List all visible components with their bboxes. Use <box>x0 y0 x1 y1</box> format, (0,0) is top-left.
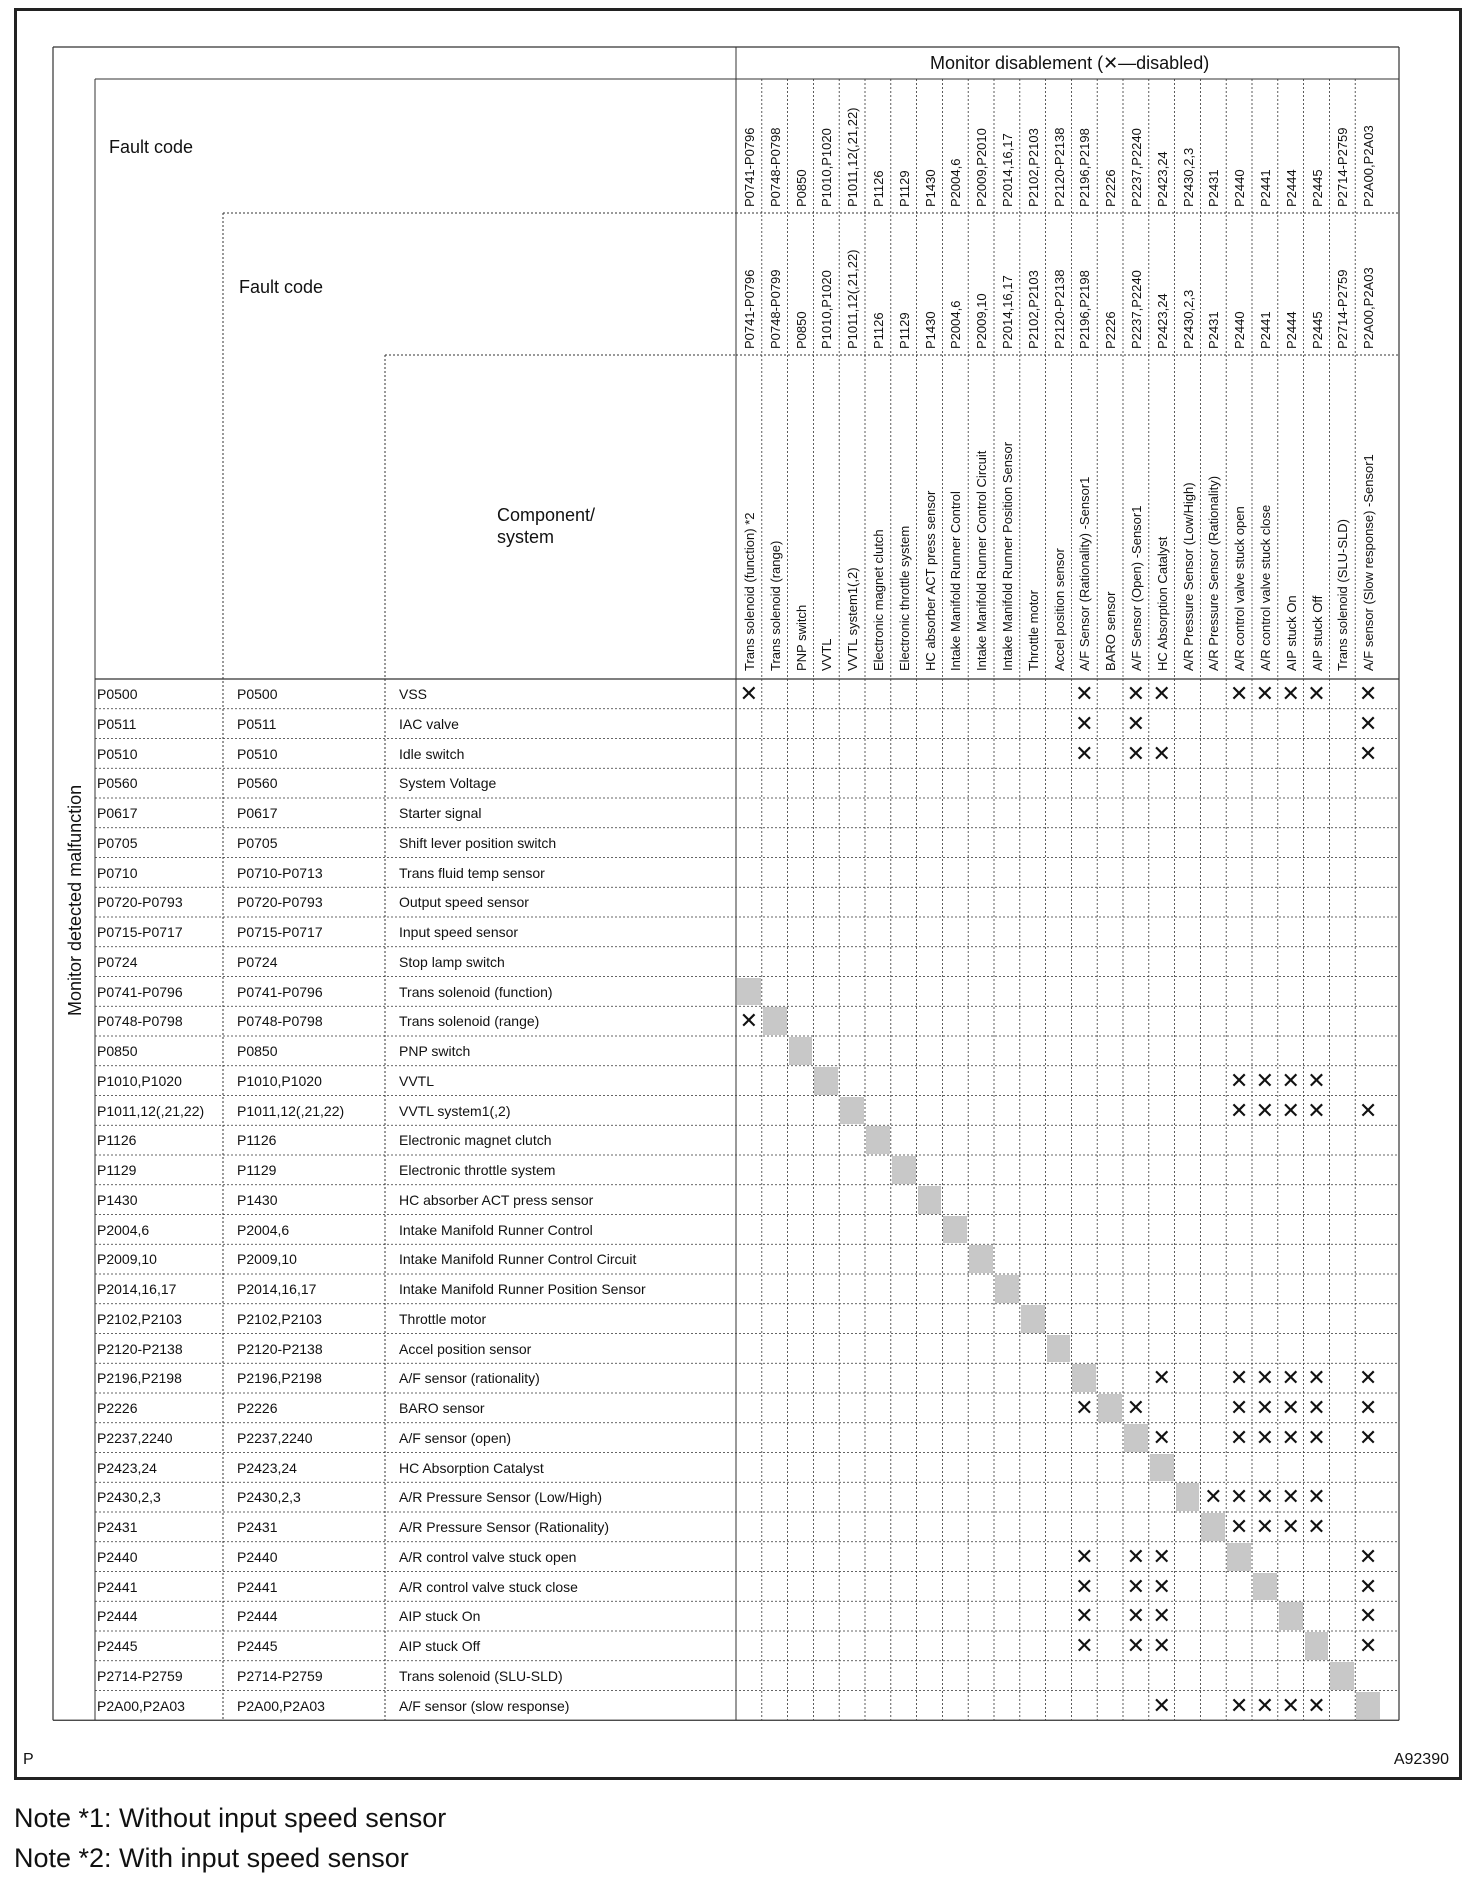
column-inner-code: P1126 <box>871 312 886 349</box>
disabled-mark: ✕ <box>1229 681 1249 706</box>
row-code: P1011,12(,21,22) <box>97 1102 205 1119</box>
disabled-mark: ✕ <box>1307 1424 1326 1450</box>
disabled-mark: ✕ <box>1255 1067 1275 1093</box>
row-fault-code: P2A00,P2A03 <box>237 1697 325 1714</box>
disabled-mark: ✕ <box>1152 681 1171 706</box>
column-inner-code: P2102,P2103 <box>1025 270 1041 349</box>
disabled-mark: ✕ <box>1358 1365 1378 1391</box>
row-component-name: AIP stuck Off <box>399 1638 481 1654</box>
disabled-mark: ✕ <box>1075 1395 1094 1420</box>
disabled-mark: ✕ <box>1358 1424 1378 1450</box>
disabled-mark: ✕ <box>1281 1365 1300 1391</box>
row-fault-code: P2431 <box>237 1519 278 1535</box>
column-component-name: Trans solenoid (function) *2 <box>742 512 757 671</box>
diagonal-shade-cell <box>1227 1543 1251 1571</box>
row-fault-code: P1430 <box>237 1191 278 1208</box>
disabled-mark: ✕ <box>1152 740 1171 766</box>
row-code: P0748-P0798 <box>97 1013 183 1030</box>
column-outer-code: P1129 <box>896 170 912 207</box>
row-fault-code: P0850 <box>237 1043 278 1059</box>
disabled-mark: ✕ <box>1281 1067 1300 1093</box>
fault-code-inner-header: Fault code <box>239 277 324 297</box>
disabled-mark: ✕ <box>1152 1365 1171 1391</box>
row-component-name: HC absorber ACT press sensor <box>399 1191 594 1208</box>
row-component-name: Intake Manifold Runner Control <box>399 1221 593 1238</box>
row-component-name: A/F sensor (rationality) <box>399 1370 540 1387</box>
row-fault-code: P2226 <box>237 1400 278 1416</box>
row-code: P0510 <box>97 745 138 762</box>
disabled-mark: ✕ <box>1075 1573 1094 1599</box>
disabled-mark: ✕ <box>1075 740 1094 766</box>
column-component-name: BARO sensor <box>1103 591 1119 671</box>
diagonal-shade-cell <box>1253 1573 1277 1601</box>
row-component-name: Trans solenoid (range) <box>399 1013 540 1030</box>
row-fault-code: P0500 <box>237 686 278 702</box>
column-component-name: Trans solenoid (SLU-SLD) <box>1335 519 1351 671</box>
row-component-name: VSS <box>399 686 428 702</box>
diagonal-shade-cell <box>1176 1483 1200 1511</box>
disabled-mark: ✕ <box>1281 1395 1300 1420</box>
disabled-mark: ✕ <box>1307 1067 1326 1093</box>
disabled-mark: ✕ <box>1229 1067 1249 1093</box>
disabled-mark: ✕ <box>1255 1424 1275 1450</box>
column-outer-code: P2009,P2010 <box>974 128 990 207</box>
row-component-name: Shift lever position switch <box>399 834 557 851</box>
column-outer-code: P2423,24 <box>1154 151 1170 207</box>
row-component-name: Trans fluid temp sensor <box>399 864 545 881</box>
row-code: P2440 <box>97 1548 138 1565</box>
row-component-name: VVTL system1(,2) <box>399 1102 511 1119</box>
column-component-name: HC absorber ACT press sensor <box>922 490 938 671</box>
column-inner-code: P1430 <box>922 311 938 349</box>
column-inner-code: P2004,6 <box>948 300 964 349</box>
diagonal-shade-cell <box>969 1245 993 1273</box>
row-code: P0710 <box>97 864 138 881</box>
column-inner-code: P2441 <box>1258 311 1273 349</box>
row-component-name: Electronic throttle system <box>399 1162 556 1178</box>
row-fault-code: P2714-P2759 <box>237 1667 323 1684</box>
note-1: Note *1: Without input speed sensor <box>14 1803 447 1833</box>
row-fault-code: P0510 <box>237 745 278 762</box>
column-component-name: VVTL <box>819 638 835 671</box>
disabled-mark: ✕ <box>739 1008 759 1034</box>
column-inner-code: P2014,16,17 <box>1000 275 1015 349</box>
row-code: P1129 <box>97 1162 137 1178</box>
disabled-mark: ✕ <box>1358 681 1378 706</box>
row-code: P2196,P2198 <box>97 1370 182 1387</box>
row-component-name: Stop lamp switch <box>399 953 505 970</box>
column-inner-code: P1011,12(,21,22) <box>845 249 861 349</box>
row-fault-code: P0724 <box>237 953 278 970</box>
disabled-mark: ✕ <box>1307 681 1326 706</box>
disabled-mark: ✕ <box>1126 1633 1146 1658</box>
column-component-name: Accel position sensor <box>1051 548 1067 671</box>
row-code: P2441 <box>97 1578 138 1595</box>
row-fault-code: P1129 <box>237 1162 277 1178</box>
column-outer-code: P2120-P2138 <box>1051 127 1067 207</box>
disabled-mark: ✕ <box>1281 1097 1300 1123</box>
row-code: P2444 <box>97 1608 138 1625</box>
column-inner-code: P2714-P2759 <box>1335 269 1351 349</box>
disabled-mark: ✕ <box>1358 710 1378 736</box>
disabled-mark: ✕ <box>1075 710 1094 736</box>
diagonal-shade-cell <box>892 1156 916 1184</box>
column-outer-code: P1010,P1020 <box>819 128 835 207</box>
row-fault-code: P2196,P2198 <box>237 1370 322 1387</box>
disabled-mark: ✕ <box>1281 681 1300 706</box>
row-fault-code: P0705 <box>237 834 278 851</box>
row-component-name: Throttle motor <box>399 1310 487 1327</box>
row-code: P0500 <box>97 686 138 702</box>
disabled-mark: ✕ <box>1075 1603 1094 1629</box>
row-code: P0560 <box>97 775 138 792</box>
column-outer-code: P2441 <box>1258 169 1273 207</box>
diagonal-shade-cell <box>1201 1513 1225 1541</box>
disabled-mark: ✕ <box>1255 1514 1275 1539</box>
disabled-mark: ✕ <box>1126 1573 1146 1599</box>
disabled-mark: ✕ <box>1152 1424 1171 1450</box>
disabled-mark: ✕ <box>739 681 759 706</box>
row-code: P2A00,P2A03 <box>97 1697 185 1714</box>
diagonal-shade-cell <box>840 1097 864 1125</box>
column-inner-code: P2423,24 <box>1154 293 1170 349</box>
column-inner-code: P2A00,P2A03 <box>1361 267 1377 349</box>
column-outer-code: P2444 <box>1283 169 1299 207</box>
column-inner-code: P2440 <box>1232 311 1248 349</box>
disabled-mark: ✕ <box>1255 1395 1275 1420</box>
column-outer-code: P2440 <box>1232 169 1248 207</box>
diagonal-shade-cell <box>1072 1364 1096 1392</box>
row-fault-code: P1011,12(,21,22) <box>237 1102 345 1119</box>
diagonal-shade-cell <box>1356 1692 1380 1720</box>
column-outer-code: P1430 <box>922 169 938 207</box>
disabled-mark: ✕ <box>1281 1514 1300 1539</box>
row-component-name: HC Absorption Catalyst <box>399 1459 544 1476</box>
row-fault-code: P0748-P0798 <box>237 1013 323 1030</box>
monitor-detected-malfunction-label: Monitor detected malfunction <box>65 784 85 1016</box>
disabled-mark: ✕ <box>1126 681 1146 706</box>
disabled-mark: ✕ <box>1126 710 1146 736</box>
disabled-mark: ✕ <box>1255 1097 1275 1123</box>
row-fault-code: P2102,P2103 <box>237 1310 322 1327</box>
column-component-name: Intake Manifold Runner Position Sensor <box>1000 441 1015 671</box>
diagonal-shade-cell <box>814 1067 838 1095</box>
row-fault-code: P2237,2240 <box>237 1429 313 1446</box>
column-component-name: VVTL system1(,2) <box>845 567 861 671</box>
disabled-mark: ✕ <box>1152 1543 1171 1569</box>
disabled-mark: ✕ <box>1229 1514 1249 1539</box>
disabled-mark: ✕ <box>1358 1543 1378 1569</box>
row-code: P0511 <box>97 715 137 732</box>
disabled-mark: ✕ <box>1229 1097 1249 1123</box>
column-component-name: HC Absorption Catalyst <box>1154 536 1170 671</box>
component-header-text: Component/ system <box>497 505 596 547</box>
disabled-mark: ✕ <box>1152 1573 1171 1599</box>
table-frame <box>14 8 1462 1780</box>
column-outer-code: P2714-P2759 <box>1335 127 1351 207</box>
column-component-name: A/R Pressure Sensor (Low/High) <box>1180 482 1196 671</box>
row-code: P2004,6 <box>97 1221 150 1238</box>
column-component-name: A/R control valve stuck close <box>1258 504 1273 671</box>
row-component-name: Electronic magnet clutch <box>399 1132 552 1149</box>
row-fault-code: P2430,2,3 <box>237 1489 301 1506</box>
row-component-name: A/F sensor (slow response) <box>399 1697 570 1714</box>
row-component-name: Input speed sensor <box>399 924 519 940</box>
column-inner-code: P2445 <box>1309 311 1325 349</box>
note-2: Note *2: With input speed sensor <box>14 1843 409 1873</box>
column-component-name: Intake Manifold Runner Control <box>948 491 964 671</box>
row-fault-code: P1126 <box>237 1132 277 1149</box>
column-inner-code: P0741-P0796 <box>742 269 757 349</box>
row-fault-code: P0710-P0713 <box>237 864 323 881</box>
column-outer-code: P2102,P2103 <box>1025 128 1041 207</box>
column-outer-code: P0741-P0796 <box>742 127 757 207</box>
row-code: P0724 <box>97 953 138 970</box>
diagonal-shade-cell <box>943 1216 967 1244</box>
disabled-mark: ✕ <box>1307 1365 1326 1391</box>
column-outer-code: P2014,16,17 <box>1000 133 1015 207</box>
disabled-mark: ✕ <box>1229 1692 1249 1718</box>
row-code: P2423,24 <box>97 1459 157 1476</box>
column-inner-code: P1010,P1020 <box>819 270 835 349</box>
disabled-mark: ✕ <box>1152 1692 1171 1718</box>
disabled-mark: ✕ <box>1229 1424 1249 1450</box>
row-fault-code: P2445 <box>237 1638 278 1654</box>
disabled-mark: ✕ <box>1358 1395 1378 1420</box>
row-fault-code: P0511 <box>237 715 277 732</box>
row-code: P0720-P0793 <box>97 894 183 911</box>
row-component-name: A/R Pressure Sensor (Low/High) <box>399 1489 603 1506</box>
column-component-name: Intake Manifold Runner Control Circuit <box>974 450 990 671</box>
row-component-name: Intake Manifold Runner Control Circuit <box>399 1251 637 1268</box>
row-code: P2009,10 <box>97 1251 157 1268</box>
disabled-mark: ✕ <box>1075 1543 1094 1569</box>
column-component-name: AIP stuck On <box>1283 595 1299 671</box>
diagonal-shade-cell <box>866 1126 890 1154</box>
row-code: P2445 <box>97 1638 138 1654</box>
column-component-name: Throttle motor <box>1025 590 1041 671</box>
row-code: P1010,P1020 <box>97 1072 182 1089</box>
row-component-name: Starter signal <box>399 805 482 821</box>
column-outer-code: P2226 <box>1103 169 1119 207</box>
row-component-name: Accel position sensor <box>399 1340 532 1357</box>
row-fault-code: P0617 <box>237 805 278 821</box>
column-inner-code: P2431 <box>1206 311 1222 349</box>
disabled-mark: ✕ <box>1255 1484 1275 1510</box>
column-inner-code: P2226 <box>1103 311 1119 349</box>
column-outer-code: P0748-P0798 <box>767 127 783 207</box>
disabled-mark: ✕ <box>1229 1484 1249 1510</box>
component-system-header <box>497 504 595 548</box>
disabled-mark: ✕ <box>1152 1633 1171 1658</box>
disabled-mark: ✕ <box>1229 1365 1249 1391</box>
row-component-name: A/R Pressure Sensor (Rationality) <box>399 1519 610 1535</box>
column-inner-code: P2196,P2198 <box>1077 270 1093 349</box>
row-component-name: Trans solenoid (function) <box>399 983 553 1000</box>
row-component-name: IAC valve <box>399 715 459 732</box>
column-outer-code: P2A00,P2A03 <box>1361 125 1377 207</box>
diagonal-shade-cell <box>789 1037 813 1065</box>
row-code: P2226 <box>97 1400 138 1416</box>
column-component-name: PNP switch <box>793 604 809 671</box>
column-inner-code: P2120-P2138 <box>1051 269 1067 349</box>
row-code: P2430,2,3 <box>97 1489 161 1506</box>
row-code: P1430 <box>97 1191 138 1208</box>
disabled-mark: ✕ <box>1075 681 1094 706</box>
column-inner-code: P2430,2,3 <box>1180 289 1196 349</box>
row-component-name: PNP switch <box>399 1043 471 1059</box>
row-fault-code: P2444 <box>237 1608 278 1625</box>
column-outer-code: P1126 <box>871 170 886 207</box>
row-fault-code: P2120-P2138 <box>237 1340 323 1357</box>
disabled-mark: ✕ <box>1152 1603 1171 1629</box>
row-code: P2120-P2138 <box>97 1340 183 1357</box>
diagonal-shade-cell <box>1279 1602 1303 1630</box>
column-component-name: A/F sensor (Slow response) -Sensor1 <box>1361 454 1377 671</box>
row-code: P1126 <box>97 1132 137 1149</box>
row-code: P2014,16,17 <box>97 1281 177 1297</box>
disabled-mark: ✕ <box>1358 740 1378 766</box>
row-code: P2714-P2759 <box>97 1667 183 1684</box>
disabled-mark: ✕ <box>1307 1484 1326 1510</box>
disabled-mark: ✕ <box>1255 1692 1275 1718</box>
disabled-mark: ✕ <box>1126 1395 1146 1420</box>
disabled-mark: ✕ <box>1281 1692 1300 1718</box>
column-inner-code: P0748-P0799 <box>767 269 783 349</box>
diagonal-shade-cell <box>918 1186 942 1214</box>
row-component-name: AIP stuck On <box>399 1608 481 1625</box>
row-component-name: Idle switch <box>399 745 465 762</box>
disabled-mark: ✕ <box>1307 1514 1326 1539</box>
disabled-mark: ✕ <box>1204 1484 1223 1510</box>
diagonal-shade-cell <box>1124 1424 1148 1452</box>
row-fault-code: P0720-P0793 <box>237 894 323 911</box>
diagonal-shade-cell <box>1150 1454 1174 1482</box>
disabled-mark: ✕ <box>1358 1633 1378 1658</box>
disabled-mark: ✕ <box>1358 1603 1378 1629</box>
disabled-mark: ✕ <box>1307 1692 1326 1718</box>
row-fault-code: P0741-P0796 <box>237 983 323 1000</box>
disabled-mark: ✕ <box>1255 681 1275 706</box>
row-component-name: VVTL <box>399 1072 435 1089</box>
disabled-mark: ✕ <box>1126 1543 1146 1569</box>
column-outer-code: P0850 <box>793 169 809 207</box>
row-fault-code: P2009,10 <box>237 1251 297 1268</box>
column-outer-code: P2196,P2198 <box>1077 128 1093 207</box>
row-component-name: Output speed sensor <box>399 894 529 911</box>
column-outer-code: P2445 <box>1309 169 1325 207</box>
column-outer-code: P2004,6 <box>948 158 964 207</box>
disabled-mark: ✕ <box>1126 740 1146 766</box>
row-component-name: A/F sensor (open) <box>399 1429 512 1446</box>
disabled-mark: ✕ <box>1358 1097 1378 1123</box>
row-fault-code: P2441 <box>237 1578 278 1595</box>
row-fault-code: P2423,24 <box>237 1459 297 1476</box>
disabled-mark: ✕ <box>1307 1395 1326 1420</box>
column-component-name: Electronic magnet clutch <box>871 529 886 671</box>
figure-code-label: A92390 <box>1393 1751 1449 1768</box>
row-code: P0850 <box>97 1043 138 1059</box>
column-component-name: Trans solenoid (range) <box>767 540 783 671</box>
row-code: P0617 <box>97 805 138 821</box>
column-outer-code: P2430,2,3 <box>1180 147 1196 207</box>
row-fault-code: P2014,16,17 <box>237 1281 317 1297</box>
column-component-name: A/R control valve stuck open <box>1232 506 1248 671</box>
fault-code-outer-header: Fault code <box>109 137 194 157</box>
diagonal-shade-cell <box>1098 1394 1122 1422</box>
diagonal-shade-cell <box>1330 1662 1354 1690</box>
row-component-name: A/R control valve stuck open <box>399 1548 577 1565</box>
row-code: P0715-P0717 <box>97 924 183 940</box>
footer-left-label: P <box>23 1751 34 1768</box>
disabled-mark: ✕ <box>1281 1424 1300 1450</box>
diagonal-shade-cell <box>995 1275 1019 1303</box>
column-inner-code: P1129 <box>896 312 912 349</box>
column-inner-code: P2444 <box>1283 311 1299 349</box>
diagonal-shade-cell <box>737 978 761 1006</box>
diagonal-shade-cell <box>1021 1305 1045 1333</box>
row-component-name: System Voltage <box>399 775 497 792</box>
disabled-mark: ✕ <box>1075 1633 1094 1658</box>
column-inner-code: P2237,P2240 <box>1129 270 1144 349</box>
row-component-name: Intake Manifold Runner Position Sensor <box>399 1281 646 1297</box>
monitor-disablement-header: Monitor disablement (✕—disabled) <box>930 53 1210 73</box>
row-fault-code: P2440 <box>237 1548 278 1565</box>
row-component-name: A/R control valve stuck close <box>399 1578 578 1595</box>
row-fault-code: P2004,6 <box>237 1221 290 1238</box>
row-component-name: Trans solenoid (SLU-SLD) <box>399 1667 563 1684</box>
column-component-name: A/F Sensor (Rationality) -Sensor1 <box>1077 476 1093 671</box>
diagonal-shade-cell <box>763 1007 787 1035</box>
column-component-name: AIP stuck Off <box>1309 595 1325 671</box>
row-fault-code: P0715-P0717 <box>237 924 323 940</box>
column-component-name: A/F Sensor (Open) -Sensor1 <box>1129 505 1144 671</box>
column-outer-code: P2431 <box>1206 169 1222 207</box>
column-inner-code: P0850 <box>793 311 809 349</box>
disabled-mark: ✕ <box>1126 1603 1146 1629</box>
row-fault-code: P1010,P1020 <box>237 1072 322 1089</box>
disabled-mark: ✕ <box>1255 1365 1275 1391</box>
disabled-mark: ✕ <box>1358 1573 1378 1599</box>
row-component-name: BARO sensor <box>399 1400 485 1416</box>
column-outer-code: P1011,12(,21,22) <box>845 107 861 207</box>
row-code: P2102,P2103 <box>97 1310 182 1327</box>
column-component-name: Electronic throttle system <box>896 525 912 671</box>
diagonal-shade-cell <box>1305 1632 1329 1660</box>
row-fault-code: P0560 <box>237 775 278 792</box>
disabled-mark: ✕ <box>1229 1395 1249 1420</box>
row-code: P0741-P0796 <box>97 983 183 1000</box>
row-code: P2431 <box>97 1519 138 1535</box>
row-code: P2237,2240 <box>97 1429 173 1446</box>
column-outer-code: P2237,P2240 <box>1129 128 1144 207</box>
disabled-mark: ✕ <box>1307 1097 1326 1123</box>
diagonal-shade-cell <box>1047 1335 1071 1363</box>
disabled-mark: ✕ <box>1281 1484 1300 1510</box>
row-code: P0705 <box>97 834 138 851</box>
column-inner-code: P2009,10 <box>974 293 990 349</box>
column-component-name: A/R Pressure Sensor (Rationality) <box>1206 475 1222 671</box>
